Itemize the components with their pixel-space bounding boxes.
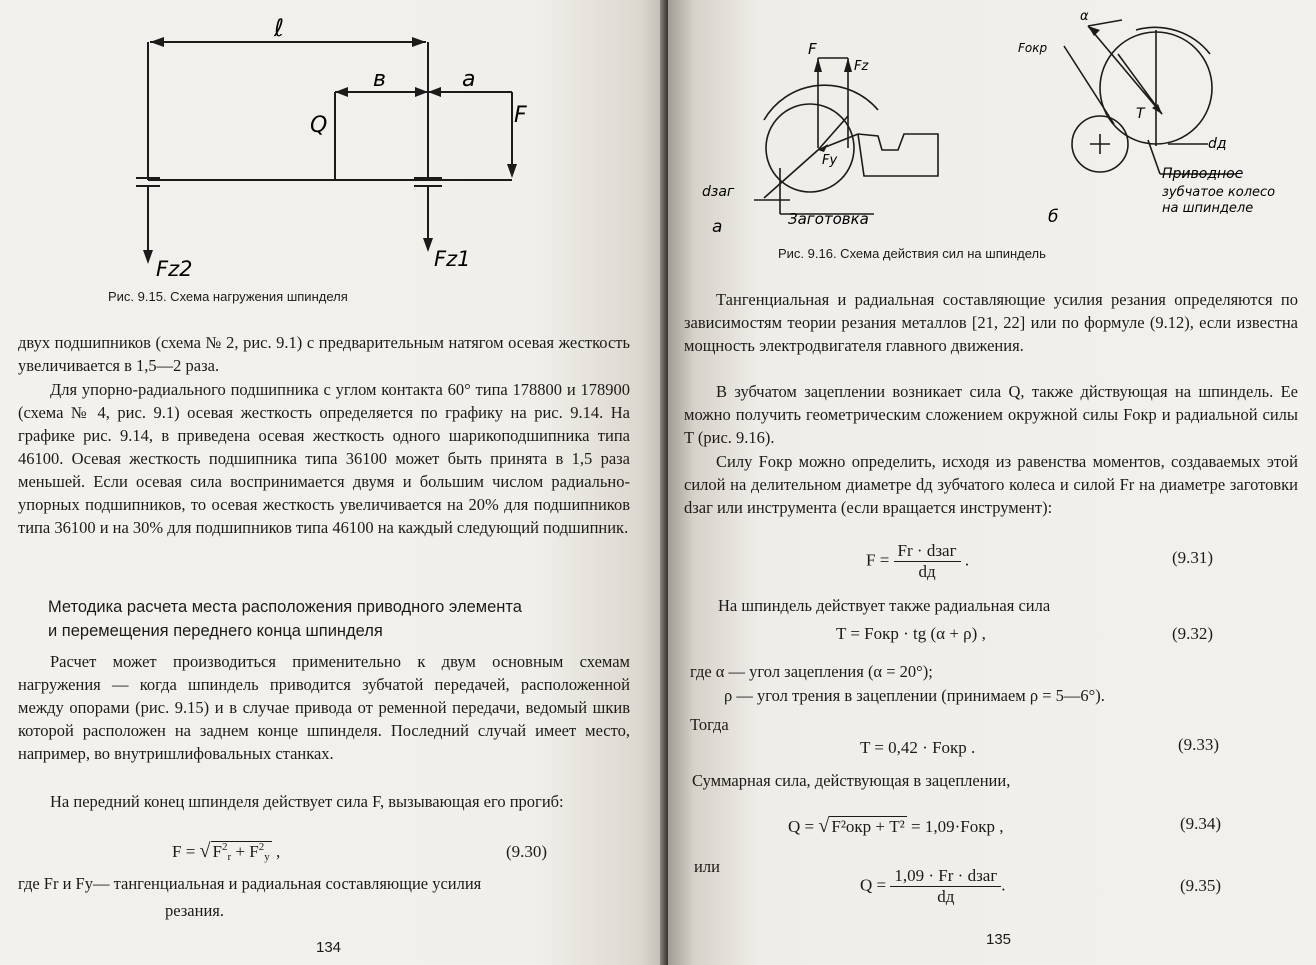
figure-9-15 (0, 0, 668, 290)
force-fz2-label: Fz2 (156, 257, 193, 281)
fokr-label: Fокр (1018, 41, 1048, 55)
heading-line: Методика расчета места расположения приводного элемента (48, 598, 522, 616)
heading-line: и перемещения переднего конца шпинделя (48, 622, 383, 640)
force-fz1-label: Fz1 (434, 247, 471, 271)
alpha-label: α (1080, 9, 1089, 24)
figure-caption: Рис. 9.15. Схема нагружения шпинделя (108, 289, 348, 304)
paragraph-text: Для упорно-радиального подшипника с углом контакта 60° типа 178800 и 178900 (схема № 4, рис. 9.1) осевая жесткость определяется по графику на рис. 9.14. На графике рис. 9.14, в приведена осевая жесткость одного шарикоподшипника типа 46100. Осевая жесткость подшипника типа 36100 может быть принята в 1,5 раза меньшей. Если осевая сила воспринимается двумя и большим числом радиально-упорных подшипников, то осевая жесткость увеличивается на 20% для подшипников типа 36100 и на 30% для подшипников типа 46100 на каждый следующий подшипник. (18, 380, 630, 537)
figure-9-16 (668, 0, 1316, 250)
workpiece-label: Заготовка (788, 210, 869, 228)
equation-number: (9.32) (1172, 624, 1214, 643)
where-line: ρ — угол трения в зацеплении (принимаем ρ = 5—6°). (724, 686, 1105, 705)
dim-b-label: в (373, 67, 386, 92)
paragraph (684, 288, 1298, 357)
dim-l-label: ℓ (274, 14, 284, 42)
text-line: Тогда (690, 715, 729, 734)
paragraph-text: На передний конец шпинделя действует сила F, вызывающая его прогиб: (50, 792, 564, 811)
paragraph (18, 378, 630, 539)
equation-9-30: F = √ $F^2_r + F^2_y$ , (172, 840, 281, 863)
equation-9-33: T = 0,42 · Fокр . (860, 738, 976, 757)
panel-b-label: б (1048, 207, 1059, 227)
where-line: где Fr и Fy— тангенциальная и радиальная составляющие усилия (18, 874, 482, 893)
paragraph (18, 650, 630, 765)
force-f-label: F (808, 40, 817, 58)
paragraph (684, 380, 1298, 449)
paragraph-text: двух подшипников (схема № 2, рис. 9.1) с предварительным натягом осевая жесткость увеличивается в 1,5—2 раза. (18, 333, 630, 375)
equation-9-34: Q = √ F²окр + T² = 1,09·Fокр , (788, 815, 1004, 837)
force-fz-label: Fz (854, 59, 869, 74)
right-page (668, 0, 1316, 965)
section-heading (48, 595, 522, 643)
equation-9-31: F = $\frac{\text{Fr · dзаг}}{dд}$ . (866, 541, 970, 581)
paragraph (18, 331, 630, 377)
force-fy-label: Fу (822, 153, 838, 168)
paragraph-text: В зубчатом зацеплении возникает сила Q, также дйствующая на шпиндель. Ее можно получить геометрическим сложением окружной силы Fокр и радиальной силы T (рис. 9.16). (684, 382, 1298, 447)
text-line: На шпиндель действует также радиальная сила (718, 596, 1051, 615)
text-line: Суммарная сила, действующая в зацеплении, (692, 771, 1011, 790)
panel-a-label: a (712, 217, 723, 237)
equation-number: (9.34) (1180, 814, 1222, 833)
page-number: 135 (986, 931, 1012, 948)
equation-number: (9.30) (506, 842, 548, 861)
dzag-label: dзаг (702, 184, 735, 200)
paragraph (684, 450, 1298, 519)
dim-a-label: a (462, 67, 476, 92)
where-line: где α — угол зацепления (α = 20°); (690, 662, 933, 681)
paragraph-text: Расчет может производиться применительно к двум основным схемам нагружения — когда шпиндель приводится зубчатой передачей, расположенной между опорами (рис. 9.15) и в случае привода от ременной передачи, ведомый шкив которой расположен на заднем конце шпинделя. Последний случай имеет место, например, во внутришлифовальных станках. (18, 652, 630, 763)
equation-9-35: Q = $\frac{\text{1,09 · Fr · dзаг}}{dд}$ . (860, 866, 1006, 906)
equation-9-32: T = Fокр · tg (α + ρ) , (836, 624, 986, 643)
paragraph-text: Тангенциальная и радиальная составляющие усилия резания определяются по зависимостям теории резания металлов [21, 22] или по формуле (9.12), если известна мощность электродвигателя главного движения. (684, 290, 1298, 355)
figure-caption: Рис. 9.16. Схема действия сил на шпиндель (778, 246, 1046, 261)
where-line: резания. (165, 901, 224, 920)
drive-gear-label: Приводное (1162, 166, 1244, 182)
force-q-label: Q (310, 113, 328, 138)
equation-number: (9.31) (1172, 548, 1214, 567)
paragraph (18, 790, 630, 813)
equation-number: (9.33) (1178, 735, 1220, 754)
text-line: или (694, 857, 720, 876)
force-t-label: T (1136, 106, 1145, 122)
paragraph-text: Силу Fокр можно определить, исходя из равенства моментов, создаваемых этой силой на делительном диаметре dд зубчатого колеса и силой Fr на диаметре заготовки dзаг или инструмента (если вращается инструмент): (684, 452, 1298, 517)
dd-label: dд (1208, 136, 1227, 152)
page-number: 134 (316, 939, 342, 956)
drive-gear-label: на шпинделе (1162, 201, 1254, 216)
equation-number: (9.35) (1180, 876, 1222, 895)
drive-gear-label: зубчатое колесо (1162, 185, 1276, 200)
force-f-label: F (514, 103, 527, 128)
